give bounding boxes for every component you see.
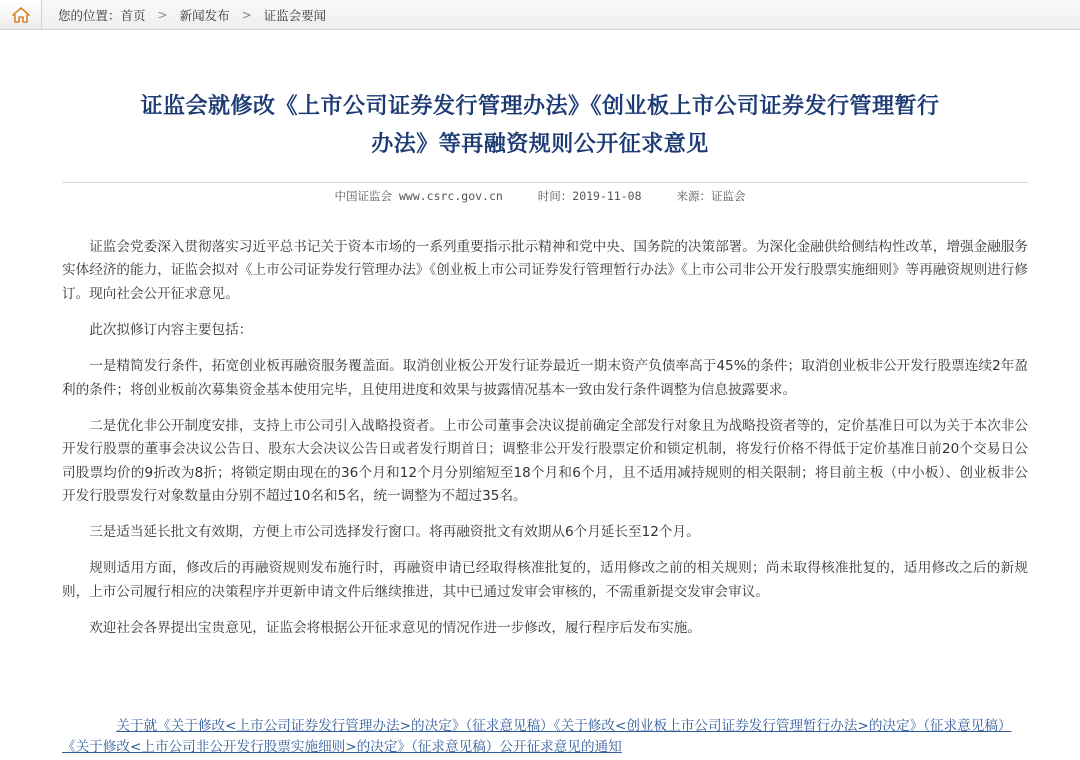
- paragraph: 三是适当延长批文有效期，方便上市公司选择发行窗口。将再融资批文有效期从6个月延长至12个月。: [89, 524, 700, 541]
- page-title-line2: 办法》等再融资规则公开征求意见: [371, 132, 709, 157]
- article-body: [62, 236, 1028, 653]
- meta-source-site: 中国证监会 www.csrc.gov.cn: [334, 189, 503, 203]
- related-notice-link[interactable]: 关于就《关于修改<上市公司证券发行管理办法>的决定》（征求意见稿）《关于修改<创业板上市公司证券发行管理暂行办法>的决定》（征求意见稿）《关于修改<上市公司非公开发行股票实施细则>的决定》（征求意见稿）公开征求意见的通知: [62, 718, 1012, 755]
- meta-divider: [62, 182, 1028, 183]
- meta-origin: 来源：证监会: [676, 189, 746, 203]
- chevron-right-icon: >: [157, 7, 168, 22]
- paragraph: 欢迎社会各界提出宝贵意见，证监会将根据公开征求意见的情况作进一步修改，履行程序后发布实施。: [89, 620, 701, 637]
- breadcrumb: [42, 6, 326, 24]
- paragraph: 二是优化非公开制度安排，支持上市公司引入战略投资者。上市公司董事会决议提前确定全部发行对象且为战略投资者等的，定价基准日可以为关于本次非公开发行股票的董事会决议公告日、股东大会决议公告日或者发行期首日；调整非公开发行股票定价和锁定机制，将发行价格不得低于定价基准日前20个交易日公司股票均价的9折改为8折；将锁定期由现在的36个月和12个月分别缩短至18个月和6个月，且不适用减持规则的相关限制；将目前主板（中小板）、创业板非公开发行股票发行对象数量由分别不超过10名和5名，统一调整为不超过35名。: [62, 417, 1028, 505]
- breadcrumb-current-link[interactable]: 证监会要闻: [263, 7, 327, 23]
- breadcrumb-bar: [0, 0, 1080, 30]
- chevron-right-icon: >: [241, 7, 252, 22]
- meta-time: 时间：2019-11-08: [537, 189, 642, 203]
- paragraph: 一是精简发行条件，拓宽创业板再融资服务覆盖面。取消创业板公开发行证券最近一期末资产负债率高于45%的条件；取消创业板非公开发行股票连续2年盈利的条件；将创业板前次募集资金基本使用完毕，且使用进度和效果与披露情况基本一致由发行条件调整为信息披露要求。: [62, 358, 1028, 398]
- breadcrumb-news-link[interactable]: 新闻发布: [179, 7, 230, 23]
- page-title-line1: 证监会就修改《上市公司证券发行管理办法》《创业板上市公司证券发行管理暂行: [140, 94, 940, 119]
- paragraph: 证监会党委深入贯彻落实习近平总书记关于资本市场的一系列重要指示批示精神和党中央、国务院的决策部署。为深化金融供给侧结构性改革，增强金融服务实体经济的能力，证监会拟对《上市公司证券发行管理办法》《创业板上市公司证券发行管理暂行办法》《上市公司非公开发行股票实施细则》等再融资规则进行修订。现向社会公开征求意见。: [62, 239, 1028, 302]
- breadcrumb-home-link[interactable]: 您的位置：首页: [58, 7, 146, 23]
- paragraph: 此次拟修订内容主要包括：: [89, 322, 253, 339]
- home-icon: [12, 7, 30, 23]
- article-meta: [0, 188, 1080, 204]
- page-title: [110, 88, 970, 164]
- home-button[interactable]: [0, 0, 42, 29]
- paragraph: 规则适用方面，修改后的再融资规则发布施行时，再融资申请已经取得核准批复的，适用修改之前的相关规则；尚未取得核准批复的，适用修改之后的新规则，上市公司履行相应的决策程序并更新申请文件后继续推进，其中已通过发审会审核的，不需重新提交发审会审议。: [62, 560, 1028, 600]
